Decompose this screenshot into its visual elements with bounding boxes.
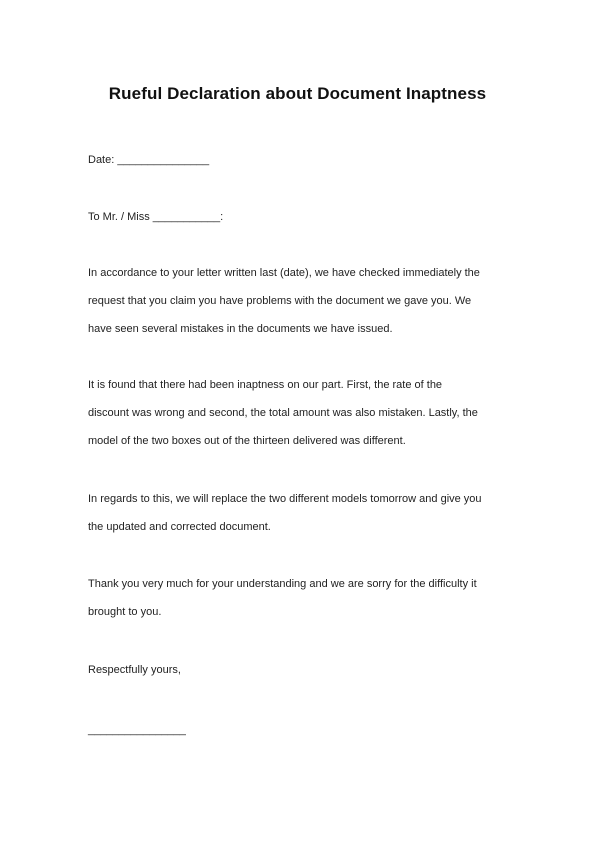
paragraph-3 — [88, 485, 518, 541]
paragraph-1-line-3: have seen several mistakes in the documents we have issued. — [88, 323, 393, 335]
paragraph-4-line-1: Thank you very much for your understanding and we are sorry for the difficulty it — [88, 578, 477, 590]
paragraph-2-line-2: discount was wrong and second, the total amount was also mistaken. Lastly, the — [88, 407, 478, 419]
closing-line: Respectfully yours, — [88, 664, 181, 676]
paragraph-4-line-2: brought to you. — [88, 606, 162, 618]
paragraph-3-line-2: the updated and corrected document. — [88, 521, 271, 533]
paragraph-2-line-1: It is found that there had been inaptness on our part. First, the rate of the — [88, 379, 443, 391]
paragraph-1-line-2: request that you claim you have problems with the document we gave you. We — [88, 295, 472, 307]
paragraph-2 — [88, 371, 518, 455]
date-line: Date: _______________ — [88, 154, 210, 166]
paragraph-1 — [88, 259, 518, 343]
recipient-line: To Mr. / Miss ___________: — [88, 211, 224, 223]
paragraph-3-line-1: In regards to this, we will replace the two different models tomorrow and give you — [88, 493, 482, 505]
paragraph-4 — [88, 570, 518, 626]
paragraph-1-line-1: In accordance to your letter written last (date), we have checked immediately the — [88, 267, 480, 279]
signature-line: ________________ — [88, 724, 186, 736]
document-title: Rueful Declaration about Document Inaptness — [108, 84, 487, 103]
paragraph-2-line-3: model of the two boxes out of the thirteen delivered was different. — [88, 435, 406, 447]
